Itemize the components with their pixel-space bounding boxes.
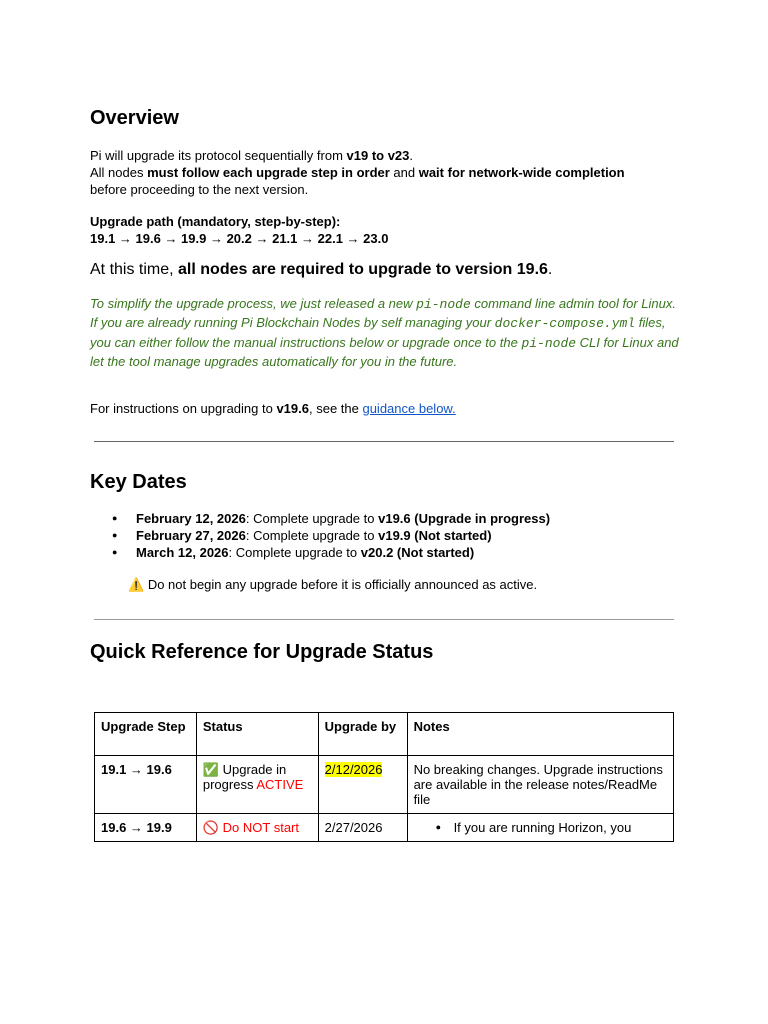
key-date-item: ● March 12, 2026: Complete upgrade to v20.2 (Not started) (90, 544, 550, 561)
step-cell: 19.1 → 19.6 (95, 756, 197, 814)
pi-node-note: To simplify the upgrade process, we just released a new pi-node command line admin tool for Linux. If you are already running Pi Blockchain Nodes by self managing your docker-compose.yml files, you can either follow the manual instructions below or upgrade once to the pi-node CLI for Linux and let the tool manage upgrades automatically for you in the future. (90, 296, 679, 369)
status-badge: ACTIVE (256, 777, 304, 792)
notes-cell: ● If you are running Horizon, you (407, 814, 673, 842)
key-date-item: ● February 27, 2026: Complete upgrade to v19.9 (Not started) (90, 527, 550, 544)
guidance-link[interactable]: guidance below. (362, 401, 456, 416)
table-row (95, 756, 674, 814)
header-cell: Upgrade Step (95, 713, 197, 756)
status-cell: ✅ Upgrade in progress ACTIVE (196, 756, 318, 814)
step-cell: 19.6 → 19.9 (95, 814, 197, 842)
table-header-row (95, 713, 674, 756)
upgrade-path-label: Upgrade path (mandatory, step-by-step): (90, 214, 341, 229)
instructions-line: For instructions on upgrading to v19.6, see the guidance below. (90, 401, 456, 416)
overview-line-2: All nodes must follow each upgrade step in order and wait for network-wide completion (90, 165, 625, 180)
upgrade-status-table (94, 712, 674, 842)
notes-cell: No breaking changes. Upgrade instructions are available in the release notes/ReadMe file (407, 756, 673, 814)
quick-reference-heading: Quick Reference for Upgrade Status (90, 641, 434, 663)
warning-line: ⚠️ Do not begin any upgrade before it is officially announced as active. (128, 577, 538, 592)
table-row (95, 814, 674, 842)
warning-icon: ⚠️ (128, 577, 145, 592)
divider-2 (94, 619, 674, 620)
upgrade-by-cell: 2/27/2026 (318, 814, 407, 842)
header-cell: Notes (407, 713, 673, 756)
check-icon: ✅ (202, 762, 220, 777)
key-date-item: ● February 12, 2026: Complete upgrade to v19.6 (Upgrade in progress) (90, 510, 550, 527)
upgrade-path-value: 19.1 → 19.6 → 19.9 → 20.2 → 21.1 → 22.1 → 23.0 (90, 231, 389, 246)
status-cell (196, 814, 318, 842)
header-cell: Upgrade by (318, 713, 407, 756)
divider-1 (94, 441, 674, 442)
upgrade-by-cell: 2/12/2026 (318, 756, 407, 814)
overview-line-3: before proceeding to the next version. (90, 182, 309, 197)
overview-line-1: Pi will upgrade its protocol sequentially from v19 to v23. (90, 148, 414, 163)
requirement-statement: At this time, all nodes are required to upgrade to version 19.6. (90, 261, 553, 278)
status-badge: Do NOT start (222, 820, 300, 835)
overview-heading: Overview (90, 107, 179, 129)
key-dates-list (90, 510, 550, 561)
header-cell: Status (196, 713, 318, 756)
key-dates-heading: Key Dates (90, 471, 187, 493)
prohibited-icon: 🚫 (202, 820, 220, 835)
